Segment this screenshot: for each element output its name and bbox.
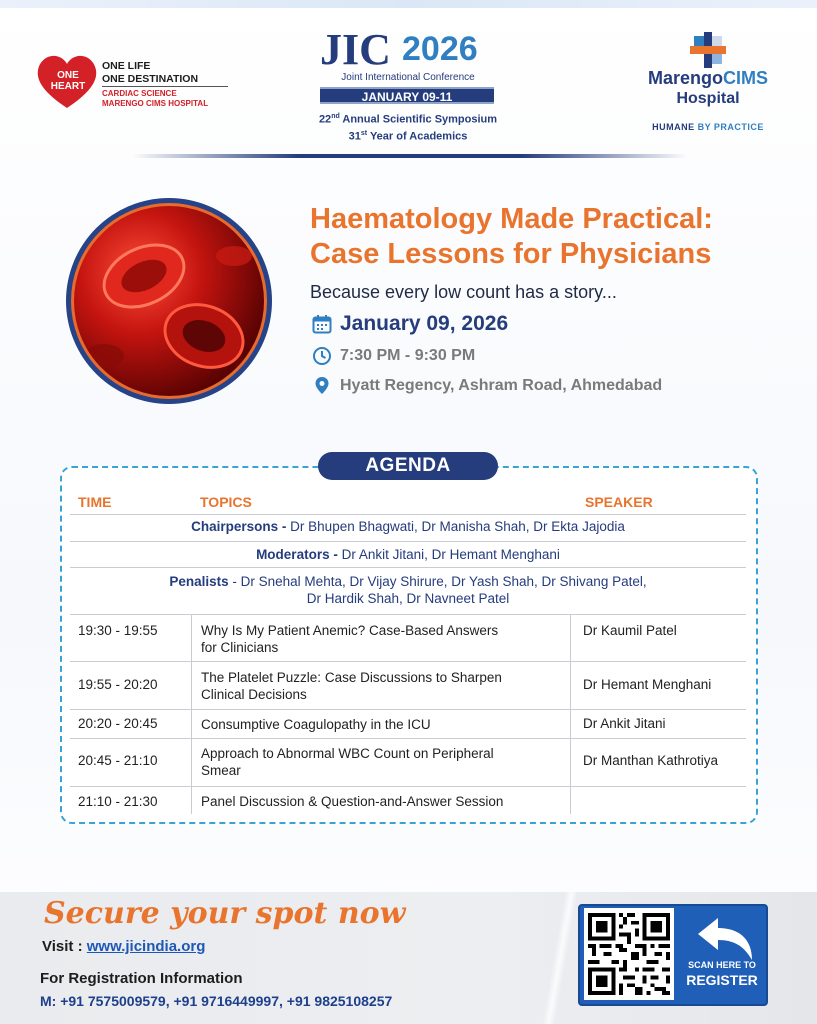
hospital-cross-icon [690, 32, 726, 68]
event-time: 7:30 PM - 9:30 PM [340, 347, 476, 364]
panelists-label: Penalists [169, 574, 229, 589]
topic-line2: for Clinicians [201, 640, 279, 655]
panelists-names-line1: - Dr Snehal Mehta, Dr Vijay Shirure, Dr Yash Shah, Dr Shivang Patel, [228, 574, 647, 589]
symposium-ordinal: 22 [318, 113, 332, 126]
moderators-label: Moderators - [256, 547, 338, 562]
dept-line1: CARDIAC SCIENCE [102, 89, 177, 98]
column-divider [191, 614, 192, 814]
symposium-text: Annual Scientific Symposium [339, 113, 498, 126]
session-time: 21:10 - 21:30 [78, 794, 158, 809]
session-speaker: Dr Hemant Menghani [583, 677, 712, 692]
event-date-row [312, 312, 508, 336]
tagline-line2: ONE DESTINATION [102, 73, 199, 85]
badge-line2: HEART [50, 81, 86, 92]
row-divider [70, 614, 746, 615]
session-time: 19:55 - 20:20 [78, 677, 158, 692]
session-topic [201, 716, 431, 733]
topic-line2: Smear [201, 763, 241, 778]
row-divider [70, 661, 746, 662]
session-speaker: Dr Ankit Jitani [583, 716, 666, 731]
topic-line1: Approach to Abnormal WBC Count on Peripheral [201, 746, 494, 761]
footer-accent [540, 892, 580, 1024]
jic-brand: JIC [320, 25, 391, 74]
row-divider [70, 541, 746, 542]
blood-cells-photo [71, 203, 267, 399]
academics-text: Year of Academics [367, 130, 468, 143]
title-line2: Case Lessons for Physicians [310, 238, 712, 270]
column-divider [570, 614, 571, 814]
column-speaker: SPEAKER [585, 494, 653, 510]
clock-icon [312, 346, 332, 366]
column-topics: TOPICS [200, 494, 252, 510]
session-topic [201, 669, 502, 703]
curved-arrow-icon [694, 914, 758, 962]
calendar-icon [312, 314, 332, 334]
cta-heading: Secure your spot now [44, 896, 406, 931]
heart-badge-text [42, 70, 94, 92]
left-tagline [102, 60, 198, 86]
symposium-suffix: nd [331, 113, 340, 120]
topic-line1: Consumptive Coagulopathy in the ICU [201, 717, 431, 732]
academics-suffix: st [360, 129, 368, 137]
session-speaker: Dr Manthan Kathrotiya [583, 753, 719, 768]
row-divider [70, 567, 746, 568]
divider [102, 86, 228, 87]
phone-numbers: M: +91 7575009579, +91 9716449997, +91 9825108257 [40, 993, 393, 1009]
registration-info: For Registration Information [40, 970, 243, 987]
chairpersons-names: Dr Bhupen Bhagwati, Dr Manisha Shah, Dr Ekta Jajodia [286, 519, 625, 534]
hospital-tagline [628, 122, 788, 132]
dept-line2: MARENGO CIMS HOSPITAL [102, 99, 209, 108]
top-strip [0, 0, 817, 8]
one-heart-logo [36, 52, 236, 114]
chairpersons-label: Chairpersons - [191, 519, 287, 534]
column-time: TIME [78, 494, 112, 510]
event-time-row [312, 346, 475, 366]
session-time: 20:20 - 20:45 [78, 716, 158, 731]
register-text[interactable]: REGISTER [686, 972, 758, 988]
tag-part1: HUMANE [652, 122, 698, 132]
topic-line1: Why Is My Patient Anemic? Case-Based Answers [201, 623, 499, 638]
title-line1: Haematology Made Practical: [310, 203, 713, 235]
jic-year: 2026 [402, 30, 478, 68]
session-time: 20:45 - 21:10 [78, 753, 158, 768]
agenda-heading: AGENDA [318, 452, 498, 480]
row-divider [70, 709, 746, 710]
name-part1: Marengo [647, 68, 723, 88]
blood-cells-image [66, 198, 272, 404]
location-pin-icon [312, 376, 332, 396]
scan-text: SCAN HERE TO [688, 960, 756, 970]
visit-label: Visit : [42, 938, 87, 955]
name-part2: CIMS [723, 68, 768, 88]
event-subtitle: Because every low count has a story... [310, 282, 617, 302]
qr-code-icon[interactable] [584, 908, 674, 1000]
session-topic [201, 745, 494, 779]
topic-line1: Panel Discussion & Question-and-Answer Session [201, 794, 504, 809]
conference-name: Joint International Conference [341, 72, 475, 83]
event-date: January 09, 2026 [340, 312, 509, 335]
jic-wordmark [318, 25, 498, 74]
panelists-row [70, 573, 746, 607]
moderators-row [70, 546, 746, 563]
symposium-info [318, 110, 498, 143]
row-divider [70, 738, 746, 739]
session-topic [201, 793, 503, 810]
hospital-name-line2: Hospital [676, 90, 740, 107]
event-venue-row [312, 376, 662, 396]
website-link[interactable]: www.jicindia.org [86, 938, 206, 955]
session-speaker: Dr Kaumil Patel [583, 623, 677, 638]
chairpersons-row [70, 518, 746, 535]
tag-part2: BY PRACTICE [697, 122, 764, 132]
event-title [310, 202, 790, 272]
academics-ordinal: 31 [348, 130, 361, 143]
event-venue: Hyatt Regency, Ashram Road, Ahmedabad [340, 377, 663, 394]
marengo-cims-logo [628, 32, 788, 136]
topic-line1: The Platelet Puzzle: Case Discussions to Sharpen [201, 670, 502, 685]
topic-line2: Clinical Decisions [201, 687, 307, 702]
header-rule [132, 154, 688, 158]
row-divider [70, 786, 746, 787]
tagline-line1: ONE LIFE [102, 60, 151, 72]
badge-line1: ONE [57, 70, 79, 81]
session-topic [201, 622, 498, 656]
moderators-names: Dr Ankit Jitani, Dr Hemant Menghani [337, 547, 560, 562]
panelists-names-line2: Dr Hardik Shah, Dr Navneet Patel [306, 591, 510, 606]
hospital-name [628, 68, 788, 89]
visit-line [42, 938, 205, 955]
row-divider [70, 514, 746, 515]
session-time: 19:30 - 19:55 [78, 623, 158, 638]
conference-dates: JANUARY 09-11 [320, 87, 494, 104]
left-department [102, 89, 208, 109]
